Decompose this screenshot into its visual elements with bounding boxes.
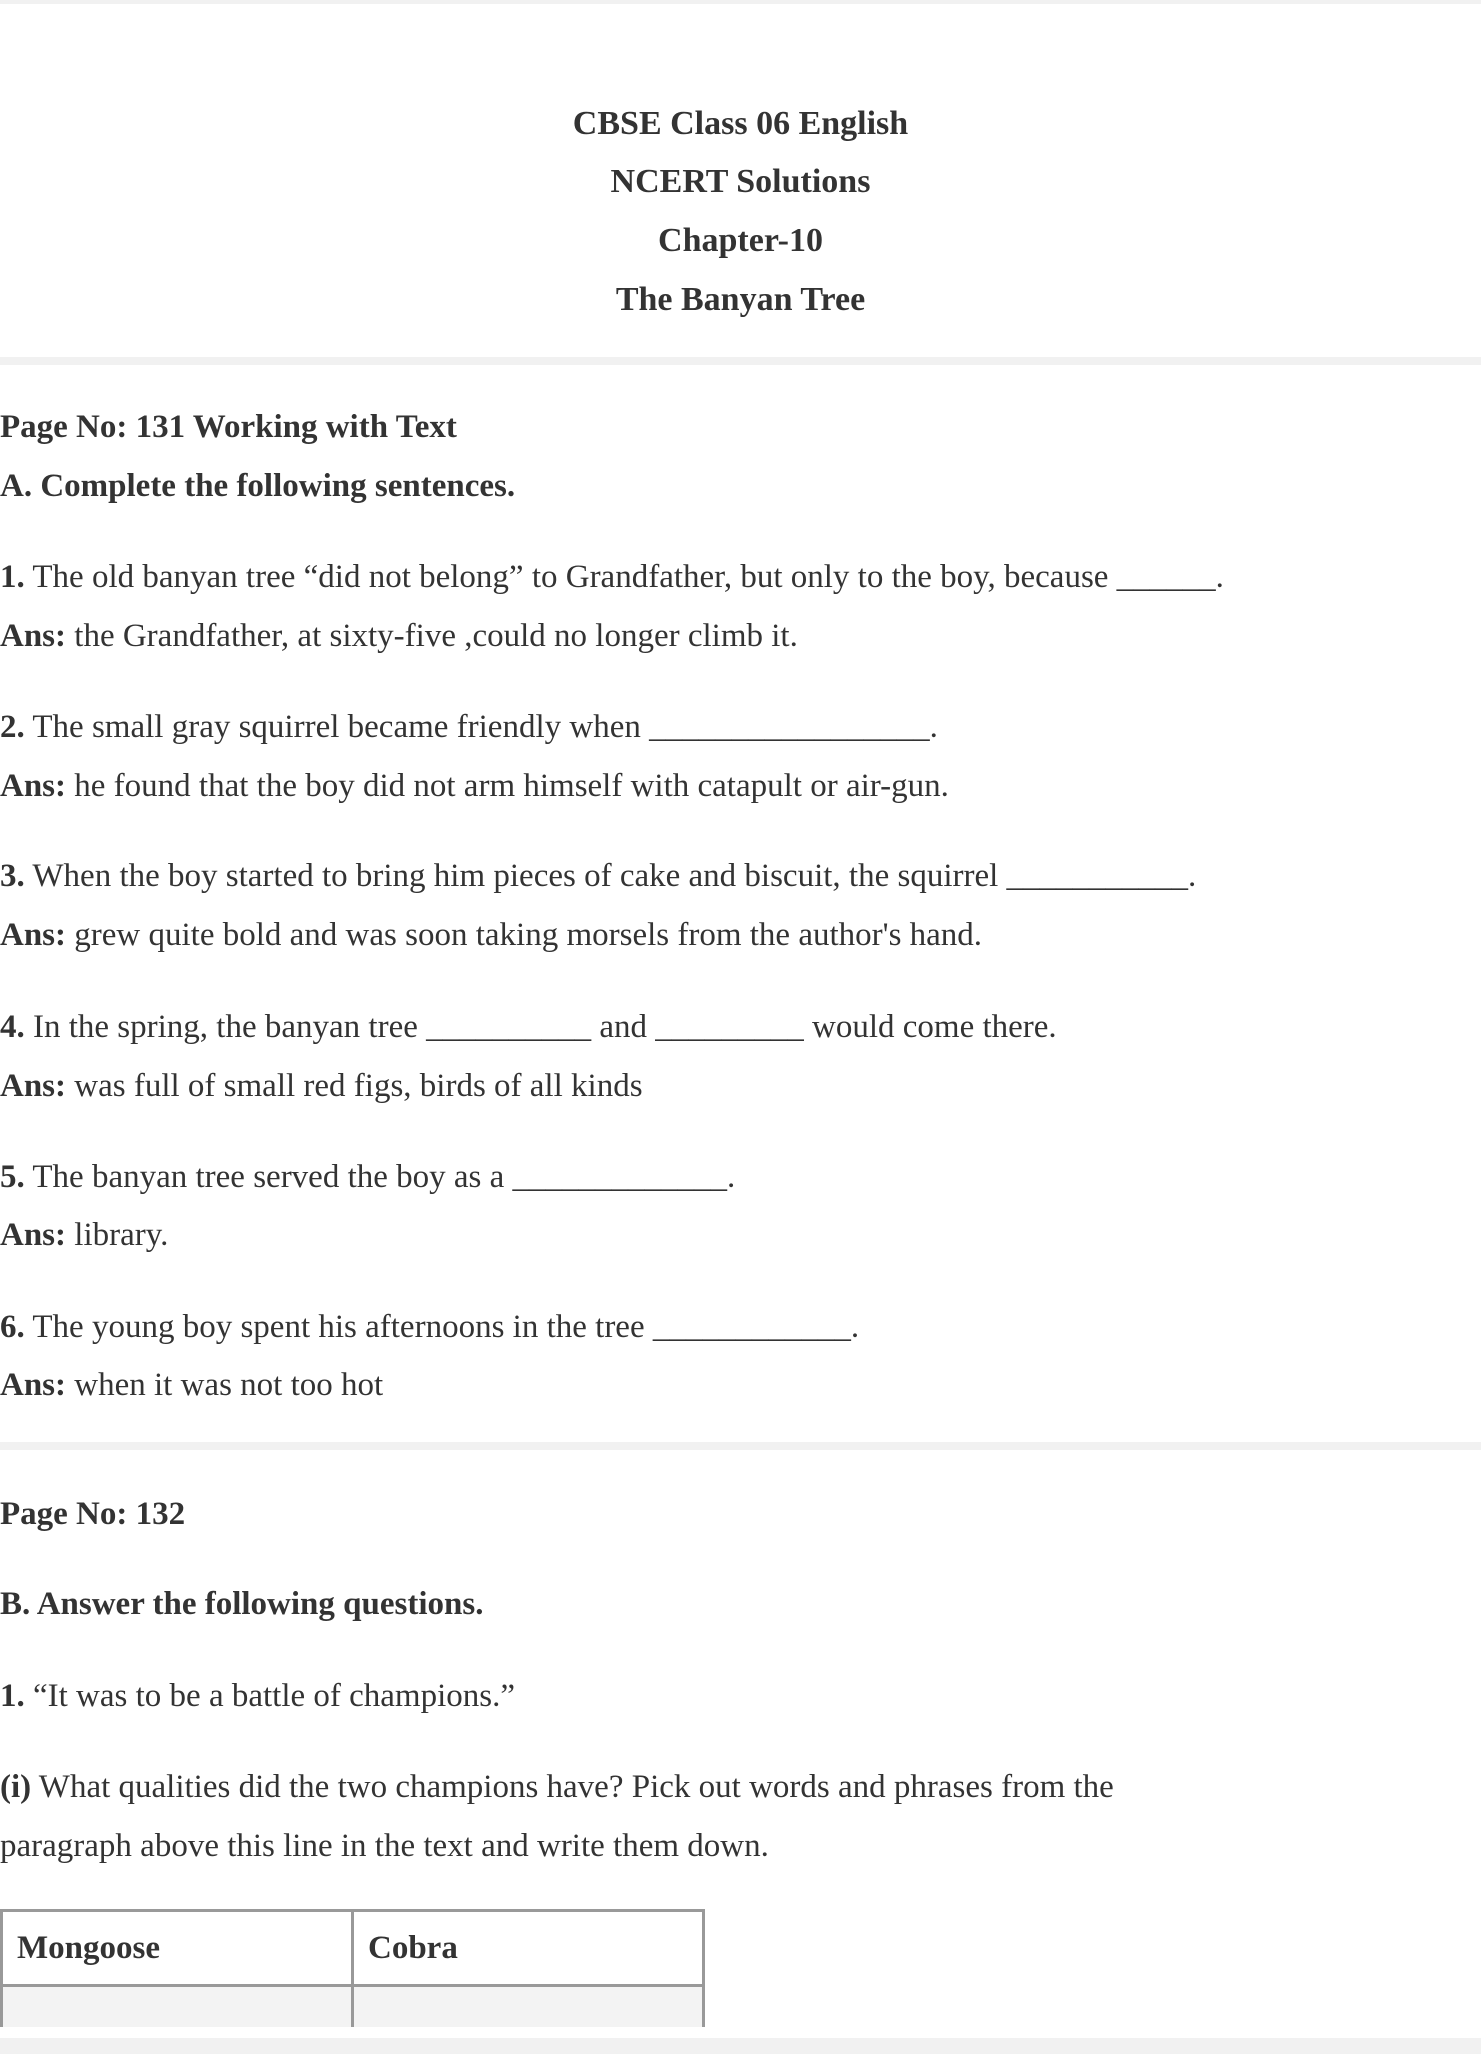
section-divider	[0, 357, 1481, 365]
page-number-132: Page No: 132	[0, 1496, 186, 1532]
table-header-row	[2, 1911, 704, 1986]
answer-label: Ans:	[0, 1068, 67, 1104]
question-number: 2.	[0, 709, 25, 745]
doc-title-name: The Banyan Tree	[615, 281, 866, 318]
question-item	[0, 1307, 859, 1347]
doc-title-chapter: Chapter-10	[658, 222, 823, 259]
question-1-i	[0, 1767, 1114, 1807]
page-number-131: Page No: 131 Working with Text	[0, 409, 457, 445]
answer-item	[0, 1215, 168, 1255]
question-number: 1.	[0, 559, 25, 595]
top-divider	[0, 0, 1481, 4]
question-text: “It was to be a battle of champions.”	[24, 1678, 515, 1714]
answer-item	[0, 1365, 383, 1405]
answer-label: Ans:	[0, 1367, 67, 1403]
question-item	[0, 856, 1196, 896]
answer-text: the Grandfather, at sixty-five ,could no longer climb it.	[66, 618, 798, 654]
question-item	[0, 707, 938, 747]
header-cobra: Cobra	[353, 1911, 704, 1986]
question-text: The small gray squirrel became friendly when _________________.	[24, 709, 938, 745]
doc-title-board: CBSE Class 06 English	[572, 105, 909, 142]
table-cell	[353, 1986, 704, 2028]
answer-text: was full of small red figs, birds of all kinds	[66, 1068, 643, 1104]
table-cell	[2, 1986, 353, 2028]
table-row	[2, 1986, 704, 2028]
question-text: In the spring, the banyan tree __________ and _________ would come there.	[24, 1009, 1057, 1045]
bottom-divider	[0, 2038, 1481, 2054]
question-item	[0, 557, 1224, 597]
question-number: 5.	[0, 1159, 25, 1195]
question-number: 1.	[0, 1678, 25, 1714]
question-text: What qualities did the two champions have? Pick out words and phrases from the	[31, 1769, 1114, 1805]
question-text: The banyan tree served the boy as a _____________.	[24, 1159, 736, 1195]
qualities-table	[0, 1909, 705, 2027]
question-1-i-cont: paragraph above this line in the text and write them down.	[0, 1828, 769, 1864]
header-mongoose: Mongoose	[2, 1911, 353, 1986]
question-text: When the boy started to bring him pieces of cake and biscuit, the squirrel ___________.	[24, 858, 1197, 894]
answer-label: Ans:	[0, 768, 67, 804]
question-1	[0, 1676, 515, 1716]
answer-text: he found that the boy did not arm himself with catapult or air-gun.	[66, 768, 949, 804]
question-text: The old banyan tree “did not belong” to Grandfather, but only to the boy, because ______.	[24, 559, 1224, 595]
section-b-heading: B. Answer the following questions.	[0, 1586, 484, 1622]
question-number: 4.	[0, 1009, 25, 1045]
section-a-heading: A. Complete the following sentences.	[0, 468, 516, 504]
question-item	[0, 1157, 735, 1197]
question-number: (i)	[0, 1769, 32, 1805]
answer-item	[0, 915, 982, 955]
question-number: 6.	[0, 1309, 25, 1345]
answer-label: Ans:	[0, 1217, 67, 1253]
answer-text: library.	[66, 1217, 169, 1253]
section-divider	[0, 1442, 1481, 1450]
answer-text: when it was not too hot	[66, 1367, 384, 1403]
doc-title-series: NCERT Solutions	[610, 163, 871, 200]
answer-item	[0, 616, 798, 656]
question-number: 3.	[0, 858, 25, 894]
answer-item	[0, 1066, 643, 1106]
answer-label: Ans:	[0, 917, 67, 953]
question-text: The young boy spent his afternoons in the tree ____________.	[24, 1309, 860, 1345]
answer-text: grew quite bold and was soon taking morsels from the author's hand.	[66, 917, 983, 953]
question-item	[0, 1007, 1057, 1047]
answer-label: Ans:	[0, 618, 67, 654]
answer-item	[0, 766, 949, 806]
